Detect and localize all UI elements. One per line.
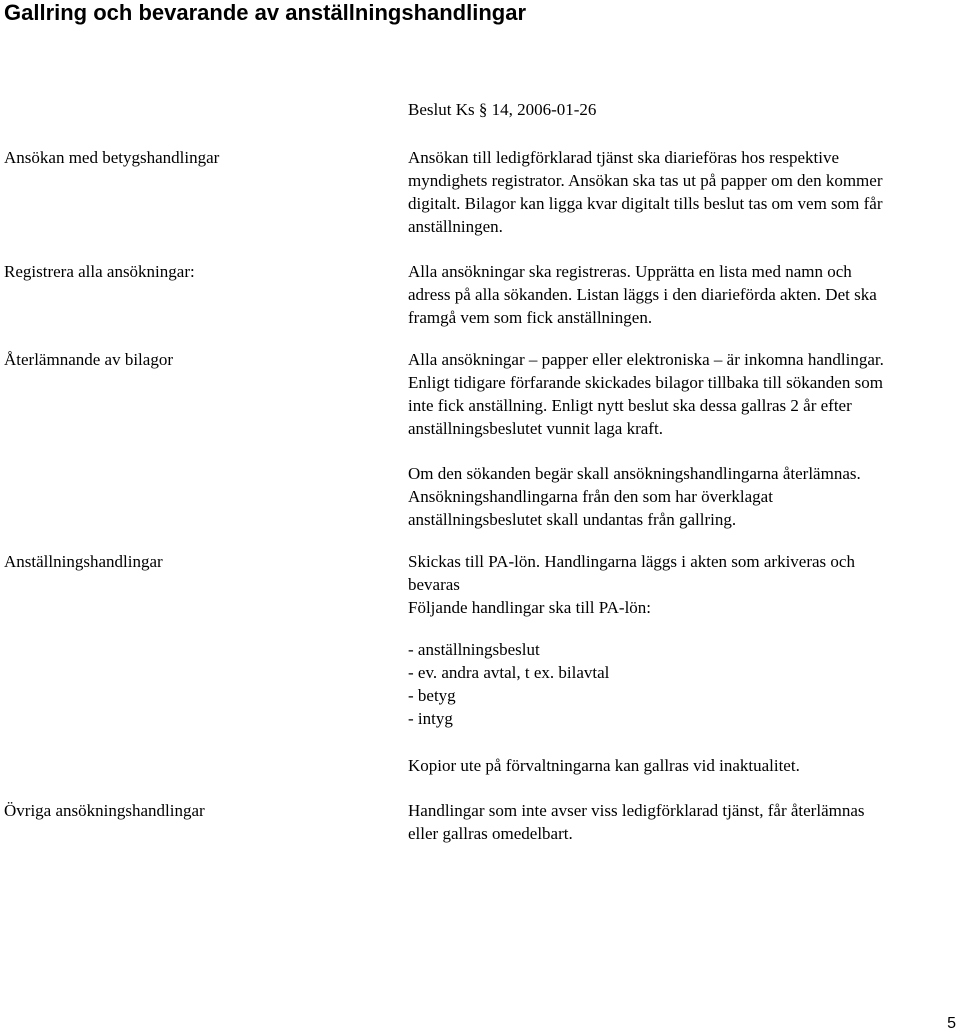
text-line: myndighets registrator. Ansökan ska tas ut på papper om den kommer [408,171,883,190]
list-item: - ev. andra avtal, t ex. bilavtal [408,663,610,682]
text-line: Ansökan till ledigförklarad tjänst ska diarieföras hos respektive [408,148,840,167]
list-item: - betyg [408,686,456,705]
section-paragraph-employment-documents [408,550,953,619]
section-paragraph-copies [408,754,953,777]
text-line: Följande handlingar ska till PA-lön: [408,598,652,617]
list-item: - intyg [408,709,453,728]
text-line: eller gallras omedelbart. [408,824,573,843]
section-label-application: Ansökan med betygshandlingar [4,148,220,167]
section-paragraph-register [408,260,953,329]
section-paragraph-other-applications [408,799,953,845]
document-title: Gallring och bevarande av anställningshandlingar [4,0,527,25]
section-label-return-attachments: Återlämnande av bilagor [4,350,173,369]
text-line: Enligt tidigare förfarande skickades bilagor tillbaka till sökanden som [408,373,883,392]
list-item: - anställningsbeslut [408,640,540,659]
text-line: anställningen. [408,217,503,236]
text-line: Alla ansökningar – papper eller elektroniska – är inkomna handlingar. [408,350,884,369]
text-line: Kopior ute på förvaltningarna kan gallras vid inaktualitet. [408,756,800,775]
text-line: inte fick anställning. Enligt nytt beslut ska dessa gallras 2 år efter [408,396,852,415]
section-label-register: Registrera alla ansökningar: [4,262,195,281]
text-line: Handlingar som inte avser viss ledigförklarad tjänst, får återlämnas [408,801,865,820]
text-line: Ansökningshandlingarna från den som har överklagat [408,487,773,506]
text-line: digitalt. Bilagor kan ligga kvar digitalt tills beslut tas om vem som får [408,194,883,213]
text-line: adress på alla sökanden. Listan läggs i den diarieförda akten. Det ska [408,285,877,304]
section-label-employment-documents: Anställningshandlingar [4,552,163,571]
page-number: 5 [947,1015,956,1032]
text-line: bevaras [408,575,460,594]
text-line: Om den sökanden begär skall ansökningshandlingarna återlämnas. [408,464,861,483]
section-paragraph-return-attachments [408,348,953,440]
documents-list [408,638,953,730]
section-label-other-applications: Övriga ansökningshandlingar [4,801,205,820]
section-paragraph-return-request [408,462,953,531]
text-line: anställningsbeslutet skall undantas från gallring. [408,510,737,529]
text-line: framgå vem som fick anställningen. [408,308,653,327]
text-line: Alla ansökningar ska registreras. Upprätta en lista med namn och [408,262,852,281]
decision-reference: Beslut Ks § 14, 2006-01-26 [408,100,597,119]
section-paragraph-application [408,146,953,238]
text-line: Skickas till PA-lön. Handlingarna läggs i akten som arkiveras och [408,552,855,571]
text-line: anställningsbeslutet vunnit laga kraft. [408,419,663,438]
